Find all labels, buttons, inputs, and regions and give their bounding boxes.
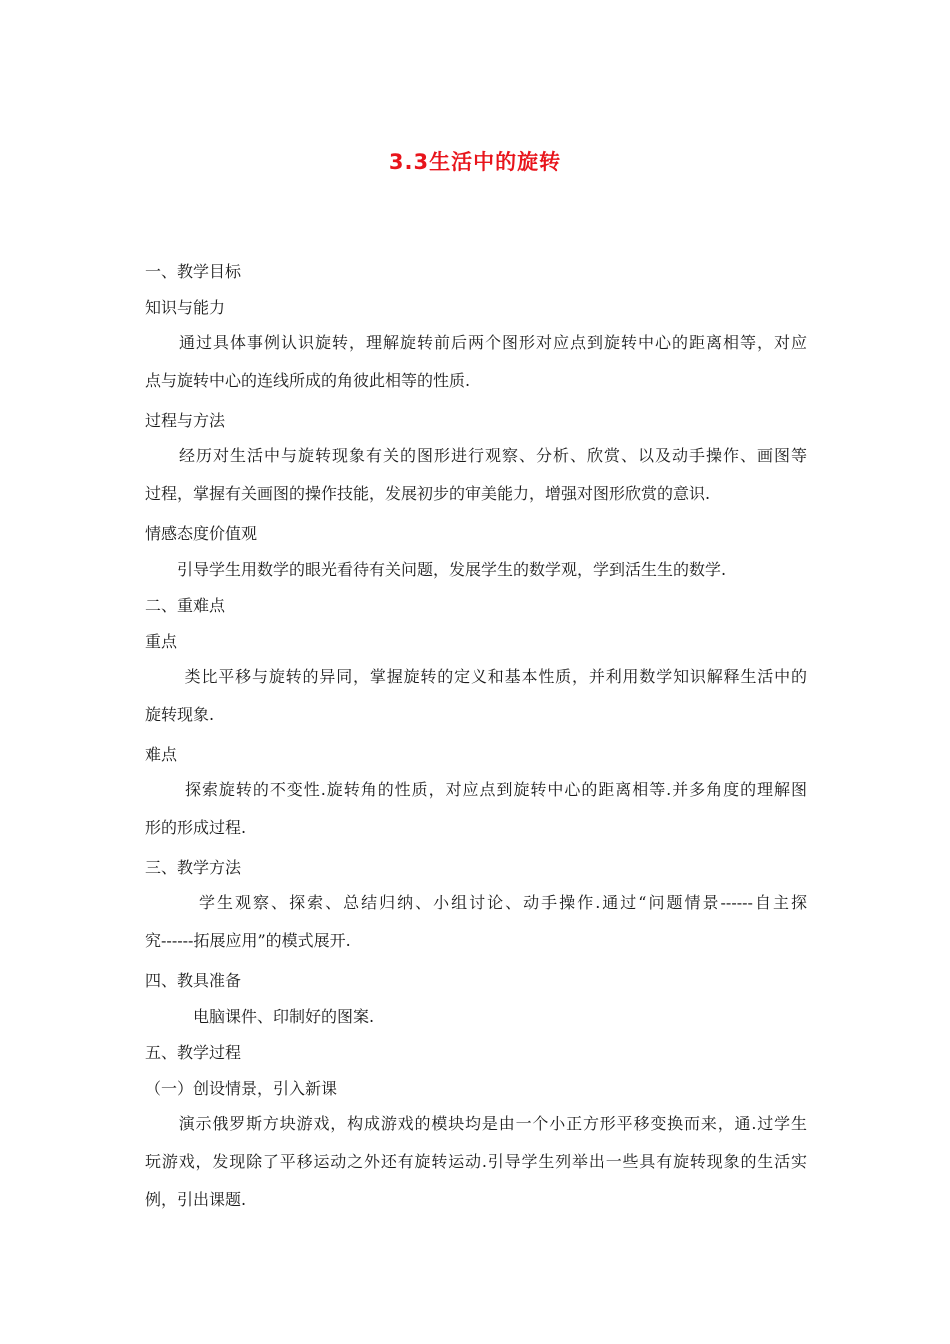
section-heading-tools: 四、教具准备 — [145, 971, 242, 990]
paragraph-line: 例，引出课题. — [145, 1190, 247, 1209]
paragraph-line: 类比平移与旋转的异同，掌握旋转的定义和基本性质，并利用数学知识解释生活中的 — [145, 667, 807, 686]
subheading-key: 重点 — [145, 632, 178, 651]
section-heading-key-points: 二、重难点 — [145, 596, 226, 615]
paragraph-line: 究------拓展应用”的模式展开. — [145, 931, 351, 950]
page-title: 3.3生活中的旋转 — [388, 150, 562, 174]
paragraph-difficult — [145, 771, 807, 847]
paragraph-line: 通过具体事例认识旋转，理解旋转前后两个图形对应点到旋转中心的距离相等，对应 — [145, 333, 807, 352]
paragraph-line: 演示俄罗斯方块游戏，构成游戏的模块均是由一个小正方形平移变换而来，通.过学生 — [145, 1114, 807, 1133]
paragraph-line: 点与旋转中心的连线所成的角彼此相等的性质. — [145, 371, 471, 390]
section-heading-process: 五、教学过程 — [145, 1043, 242, 1062]
paragraph-key — [145, 658, 807, 734]
subheading-intro: （一）创设情景，引入新课 — [145, 1079, 338, 1098]
paragraph-line: 旋转现象. — [145, 705, 215, 724]
paragraph-line: 过程，掌握有关画图的操作技能，发展初步的审美能力，增强对图形欣赏的意识. — [145, 484, 711, 503]
paragraph-methods — [145, 884, 807, 960]
paragraph-intro — [145, 1105, 807, 1219]
paragraph-line: 探索旋转的不变性.旋转角的性质，对应点到旋转中心的距离相等.并多角度的理解图 — [145, 780, 807, 799]
paragraph-tools: 电脑课件、印制好的图案. — [145, 1007, 375, 1026]
paragraph-knowledge — [145, 324, 807, 400]
paragraph-values: 引导学生用数学的眼光看待有关问题，发展学生的数学观，学到活生生的数学. — [145, 560, 727, 579]
paragraph-process — [145, 437, 807, 513]
subheading-difficult: 难点 — [145, 745, 178, 764]
subheading-knowledge: 知识与能力 — [145, 298, 226, 317]
subheading-values: 情感态度价值观 — [145, 524, 258, 543]
paragraph-line: 学生观察、探索、总结归纳、小组讨论、动手操作.通过“问题情景------自主探 — [145, 893, 807, 912]
paragraph-line: 形的形成过程. — [145, 818, 247, 837]
paragraph-line: 经历对生活中与旋转现象有关的图形进行观察、分析、欣赏、以及动手操作、画图等 — [145, 446, 807, 465]
paragraph-line: 玩游戏，发现除了平移运动之外还有旋转运动.引导学生列举出一些具有旋转现象的生活实 — [145, 1152, 807, 1171]
subheading-process: 过程与方法 — [145, 411, 226, 430]
section-heading-objectives: 一、教学目标 — [145, 262, 242, 281]
section-heading-methods: 三、教学方法 — [145, 858, 242, 877]
